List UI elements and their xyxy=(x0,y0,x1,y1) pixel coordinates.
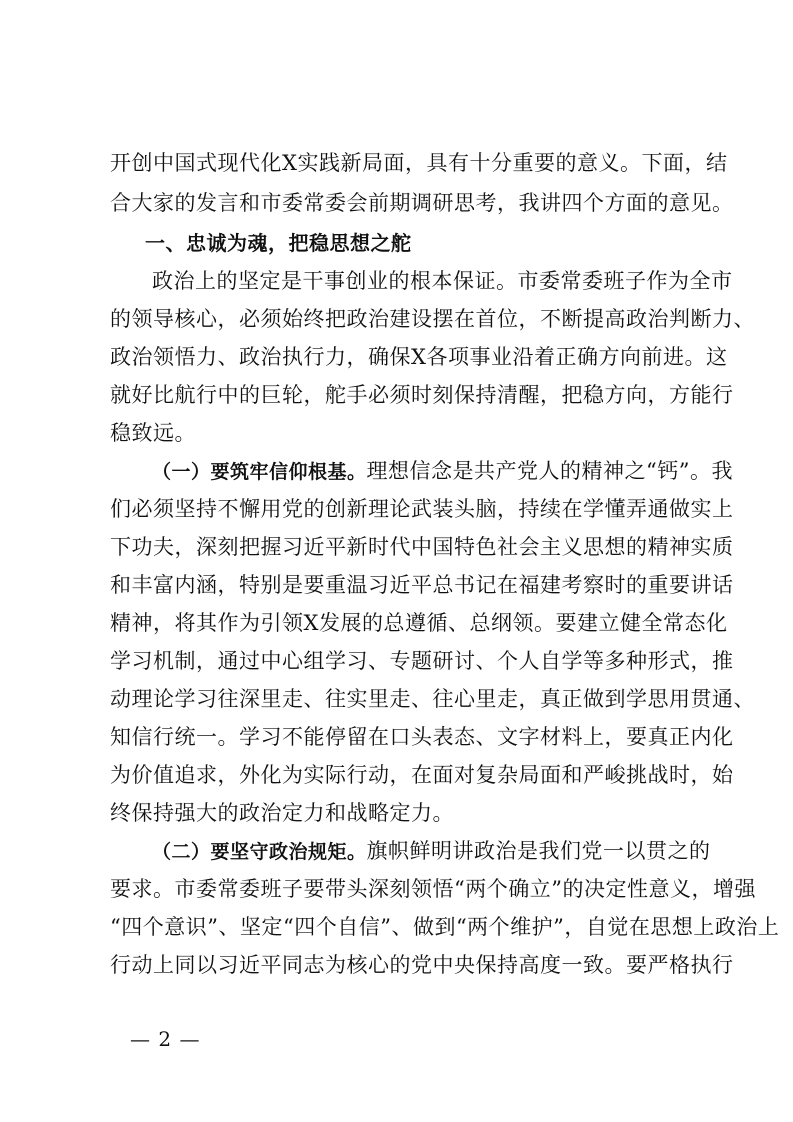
body-text-line: 政治领悟力、政治执行力，确保X各项事业沿着正确方向前进。这 xyxy=(110,345,728,369)
body-text-line: 精神，将其作为引领X发展的总遵循、总纲领。要建立健全常态化 xyxy=(110,611,728,635)
subsection-first-line xyxy=(152,834,711,868)
body-text-line: 开创中国式现代化X实践新局面，具有十分重要的意义。下面，结 xyxy=(110,151,728,175)
body-text-span: 旗帜鲜明讲政治是我们党一以贯之的 xyxy=(366,839,711,863)
body-text-line: 和丰富内涵，特别是要重温习近平总书记在福建考察时的重要讲话 xyxy=(110,573,734,597)
subsection-heading: （二）要坚守政治规矩。 xyxy=(152,841,367,863)
body-text-line: 知信行统一。学习不能停留在口头表态、文字材料上，要真正内化 xyxy=(110,725,734,749)
body-text-line: 学习机制，通过中心组学习、专题研讨、个人自学等多种形式，推 xyxy=(110,649,734,673)
body-text-line: 要求。市委常委班子要带头深刻领悟“两个确立”的决定性意义，增强 xyxy=(110,877,756,901)
body-text-line: “四个意识”、坚定“四个自信”、做到“两个维护”，自觉在思想上政治上 xyxy=(110,915,780,939)
body-text-line: 下功夫，深刻把握习近平新时代中国特色社会主义思想的精神实质 xyxy=(110,535,734,559)
body-text-line: 政治上的坚定是干事创业的根本保证。市委常委班子作为全市 xyxy=(152,269,733,293)
body-text-line: 合大家的发言和市委常委会前期调研思考，我讲四个方面的意见。 xyxy=(110,191,734,215)
body-text-span: 理想信念是共产党人的精神之“钙”。我 xyxy=(366,459,733,483)
body-text-line: 们必须坚持不懈用党的创新理论武装头脑，持续在学懂弄通做实上 xyxy=(110,497,734,521)
body-text-line: 就好比航行中的巨轮，舵手必须时刻保持清醒，把稳方向，方能行 xyxy=(110,383,734,407)
body-text-line: 稳致远。 xyxy=(110,421,196,445)
body-text-line: 为价值追求，外化为实际行动，在面对复杂局面和严峻挑战时，始 xyxy=(110,763,734,787)
body-text-line: 行动上同以习近平同志为核心的党中央保持高度一致。要严格执行 xyxy=(110,953,734,977)
subsection-heading: （一）要筑牢信仰根基。 xyxy=(152,461,367,483)
subsection-first-line xyxy=(152,454,733,488)
page-number: — 2 — xyxy=(130,1027,201,1051)
body-text-line: 动理论学习往深里走、往实里走、往心里走，真正做到学思用贯通、 xyxy=(110,687,755,711)
body-text-line: 的领导核心，必须始终把政治建设摆在首位，不断提高政治判断力、 xyxy=(110,307,755,331)
body-text-line: 终保持强大的政治定力和战略定力。 xyxy=(110,801,454,825)
section-heading: 一、忠诚为魂，把稳思想之舵 xyxy=(145,231,412,255)
